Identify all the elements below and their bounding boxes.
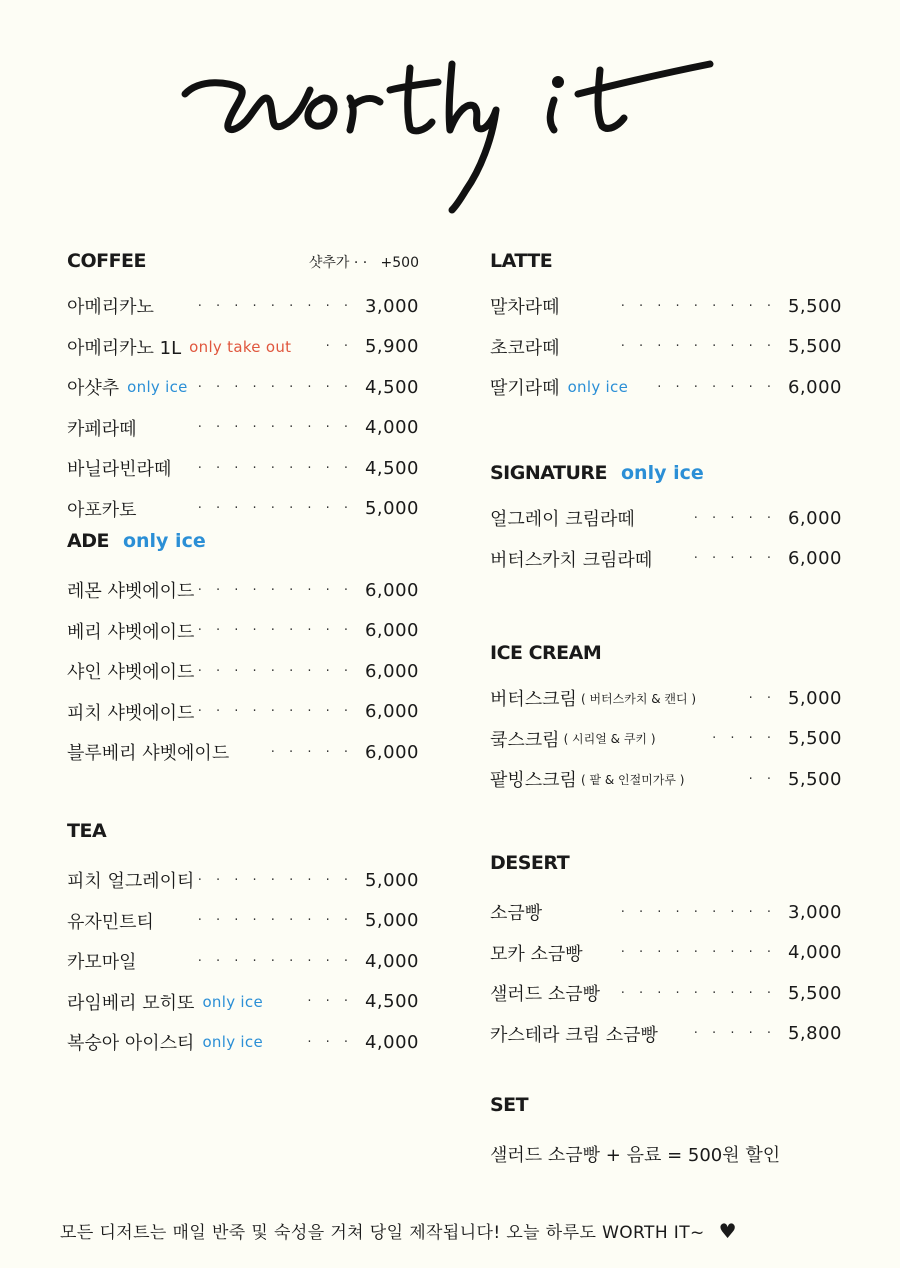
item-ingredients: ( 시리얼 & 쿠키 ) — [563, 732, 656, 747]
menu-item — [67, 489, 419, 530]
menu-item — [67, 286, 419, 327]
leader-dots: · · · · · · · · · — [620, 298, 776, 314]
leader-dots: · · · · · — [270, 744, 353, 760]
leader-dots: · · · · · — [693, 551, 776, 567]
menu-item — [67, 367, 419, 408]
item-name: 아메리카노 — [67, 297, 154, 319]
item-price: 5,000 — [364, 910, 419, 932]
menu-item — [67, 732, 419, 773]
item-price: 5,500 — [787, 982, 842, 1004]
item-price: 5,900 — [364, 336, 419, 358]
set-offer: 샐러드 소금빵 + 음료 = 500원 할인 — [490, 1145, 781, 1166]
item-price: 4,000 — [787, 942, 842, 964]
worth-it-logo — [170, 60, 730, 230]
menu-item — [67, 408, 419, 449]
heart-icon: ♥ — [718, 1219, 737, 1243]
section-title: DESERT — [490, 852, 570, 874]
item-name: 아메리카노 1L — [67, 337, 182, 359]
menu-item — [490, 719, 842, 760]
leader-dots: · · · · · · · · · — [197, 460, 353, 476]
item-price: 4,500 — [364, 457, 419, 479]
item-price: 4,000 — [364, 1031, 419, 1053]
icecream-section — [490, 642, 842, 852]
leader-dots: · · · · · · · · · — [197, 582, 353, 598]
menu-item — [67, 1022, 419, 1063]
menu-right-column — [490, 250, 842, 1174]
item-name: 초코라떼 — [490, 337, 560, 359]
leader-dots: · · · · · · · · · — [197, 663, 353, 679]
menu-item — [490, 539, 842, 580]
item-price: 6,000 — [787, 376, 842, 398]
leader-dots: · · — [748, 771, 776, 787]
desert-section — [490, 852, 842, 1094]
item-name: 라임베리 모히또 — [67, 992, 195, 1014]
section-note: only ice — [122, 530, 206, 552]
footer-note — [60, 1218, 737, 1243]
menu-item — [67, 327, 419, 368]
section-title: ADE — [67, 530, 109, 552]
menu-item — [490, 498, 842, 539]
item-name: 샐러드 소금빵 — [490, 984, 601, 1006]
leader-dots: · · — [325, 339, 353, 355]
item-name: 딸기라떼 — [490, 378, 560, 400]
item-price: 3,000 — [787, 901, 842, 923]
leader-dots: · · · · · · · · · — [197, 623, 353, 639]
item-price: 6,000 — [364, 741, 419, 763]
section-title: ICE CREAM — [490, 642, 602, 664]
leader-dots: · · · · · · · · · — [197, 501, 353, 517]
item-price: 6,000 — [787, 548, 842, 570]
menu-item — [67, 651, 419, 692]
shot-add-price: 샷추가 · · +500 — [308, 255, 419, 271]
menu-item — [67, 570, 419, 611]
leader-dots: · · · · · · · · · — [620, 985, 776, 1001]
item-name: 소금빵 — [490, 903, 543, 925]
item-name: 피치 얼그레이티 — [67, 871, 195, 893]
tea-section — [67, 820, 419, 1063]
ade-section — [67, 530, 419, 820]
leader-dots: · · · · · · · · · — [620, 904, 776, 920]
leader-dots: · · · · · · · · · — [197, 953, 353, 969]
menu-item — [67, 941, 419, 982]
item-name: 블루베리 샤벳에이드 — [67, 743, 230, 765]
item-name: 피치 샤벳에이드 — [67, 702, 195, 724]
item-price: 5,500 — [787, 768, 842, 790]
item-name: 버터스크림 — [490, 689, 577, 711]
leader-dots: · · · · · · · · · — [197, 872, 353, 888]
item-ingredients: ( 버터스카치 & 캔디 ) — [580, 691, 697, 706]
menu-item — [67, 692, 419, 733]
item-ingredients: ( 팥 & 인절미가루 ) — [580, 772, 685, 787]
item-price: 3,000 — [364, 295, 419, 317]
item-name: 아포카토 — [67, 499, 137, 521]
set-section — [490, 1094, 842, 1174]
item-note: only ice — [202, 1033, 263, 1052]
item-name: 아샷추 — [67, 378, 120, 400]
item-price: 4,500 — [364, 376, 419, 398]
menu-item — [490, 759, 842, 800]
item-name: 유자민트티 — [67, 911, 154, 933]
section-title: COFFEE — [67, 250, 147, 272]
menu-item — [490, 892, 842, 933]
item-name: 모카 소금빵 — [490, 943, 583, 965]
menu-item — [490, 1014, 842, 1055]
item-price: 4,000 — [364, 950, 419, 972]
item-note: only take out — [189, 337, 292, 356]
leader-dots: · · — [748, 690, 776, 706]
leader-dots: · · · · — [712, 731, 776, 747]
item-name: 바닐라빈라떼 — [67, 459, 172, 481]
item-name: 카스테라 크림 소금빵 — [490, 1024, 658, 1046]
section-title: LATTE — [490, 250, 553, 272]
item-name: 샤인 샤벳에이드 — [67, 662, 195, 684]
menu-item — [67, 860, 419, 901]
item-price: 6,000 — [364, 579, 419, 601]
footer-text: 모든 디저트는 매일 반죽 및 숙성을 거쳐 당일 제작됩니다! 오늘 하루도 WORTH IT~ — [60, 1223, 705, 1243]
signature-section — [490, 462, 842, 642]
item-price: 5,800 — [787, 1023, 842, 1045]
menu-item — [490, 973, 842, 1014]
item-name: 카페라떼 — [67, 418, 137, 440]
item-price: 6,000 — [787, 507, 842, 529]
item-note: only ice — [127, 378, 188, 397]
item-price: 5,000 — [364, 498, 419, 520]
menu-item — [67, 982, 419, 1023]
section-title: SET — [490, 1094, 529, 1116]
item-price: 6,000 — [364, 660, 419, 682]
coffee-section — [67, 250, 419, 530]
item-name: 카모마일 — [67, 952, 137, 974]
item-name: 버터스카치 크림라떼 — [490, 549, 653, 571]
leader-dots: · · · · · · · · · — [197, 913, 353, 929]
leader-dots: · · · · · · · · · — [197, 298, 353, 314]
section-title: SIGNATURE — [490, 462, 607, 484]
menu-item — [490, 286, 842, 327]
menu-item — [490, 933, 842, 974]
section-title: TEA — [67, 820, 107, 842]
leader-dots: · · · · · · · · · — [197, 379, 353, 395]
leader-dots: · · · · · · · — [657, 379, 776, 395]
menu-item — [490, 678, 842, 719]
item-price: 5,500 — [787, 336, 842, 358]
item-name: 팥빙스크림 — [490, 770, 577, 792]
item-price: 6,000 — [364, 701, 419, 723]
leader-dots: · · · · · — [693, 1026, 776, 1042]
leader-dots: · · · — [307, 1034, 353, 1050]
item-price: 4,000 — [364, 417, 419, 439]
item-price: 5,000 — [364, 869, 419, 891]
item-name: 말차라떼 — [490, 297, 560, 319]
leader-dots: · · · · · · · · · — [197, 704, 353, 720]
leader-dots: · · · · · · · · · — [197, 420, 353, 436]
latte-section — [490, 250, 842, 462]
leader-dots: · · · · · · · · · — [620, 945, 776, 961]
item-name: 복숭아 아이스티 — [67, 1033, 195, 1055]
menu-item — [490, 327, 842, 368]
leader-dots: · · · · · — [693, 510, 776, 526]
item-name: 얼그레이 크림라떼 — [490, 509, 635, 531]
menu-item — [490, 367, 842, 408]
item-price: 5,000 — [787, 687, 842, 709]
leader-dots: · · · — [307, 994, 353, 1010]
menu-left-column — [67, 250, 419, 1063]
item-note: only ice — [567, 378, 629, 397]
menu-item — [67, 901, 419, 942]
item-price: 5,500 — [787, 728, 842, 750]
menu-item — [67, 448, 419, 489]
menu-item — [67, 611, 419, 652]
item-name: 베리 샤벳에이드 — [67, 621, 195, 643]
section-note: only ice — [620, 462, 704, 484]
item-price: 4,500 — [364, 991, 419, 1013]
leader-dots: · · · · · · · · · — [620, 339, 776, 355]
item-price: 5,500 — [787, 295, 842, 317]
item-name: 쿸스크림 — [490, 729, 560, 751]
item-name: 레몬 샤벳에이드 — [67, 581, 195, 603]
item-price: 6,000 — [364, 620, 419, 642]
item-note: only ice — [202, 992, 263, 1011]
